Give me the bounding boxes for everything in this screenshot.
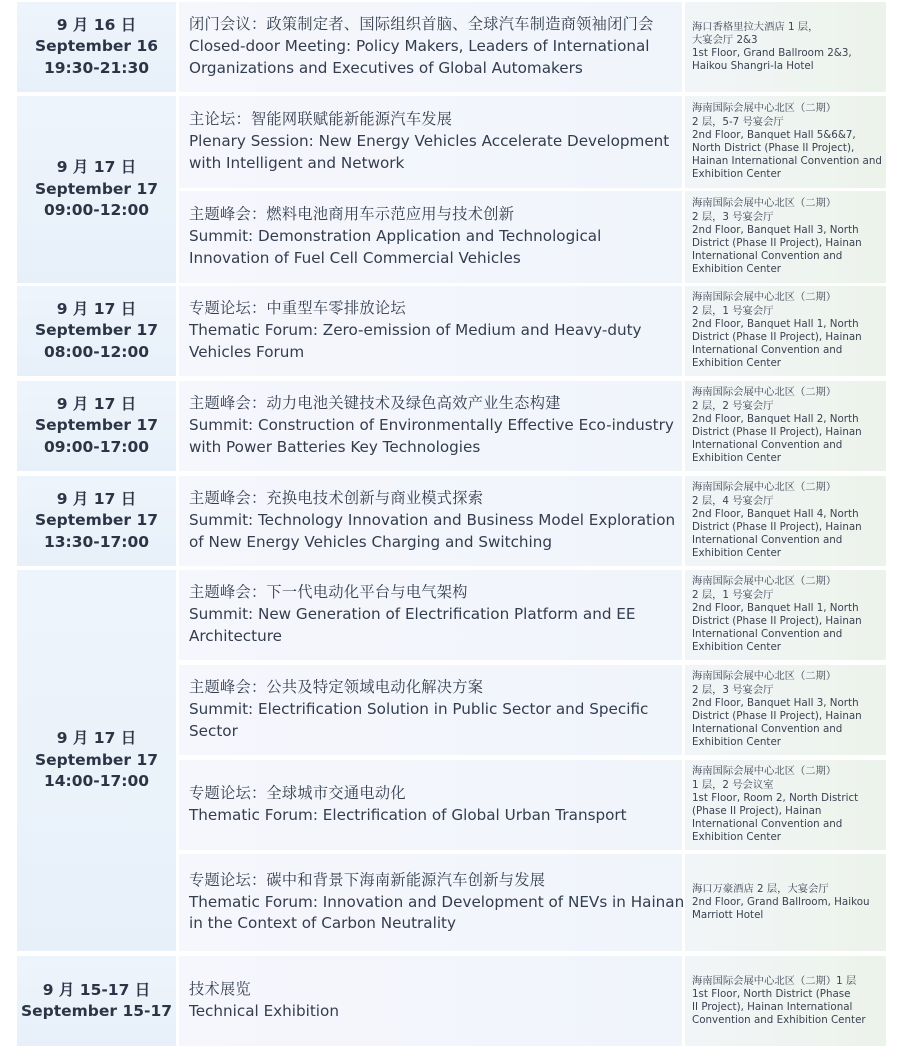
date-cell: [17, 96, 176, 283]
session-group: [17, 286, 886, 376]
session-group: [17, 570, 886, 951]
venue-line: North District (Phase II Project),: [692, 142, 855, 154]
venue-line: II Project), Hainan International: [692, 1001, 853, 1013]
venue-line: Exhibition Center: [692, 357, 782, 370]
session-row: [179, 476, 886, 566]
session-group: [17, 956, 886, 1046]
event-cell: [179, 570, 682, 660]
date-chinese: 9 月 16 日: [56, 15, 137, 34]
time-range: 14:00-17:00: [43, 772, 150, 791]
venue-line: 2 层，3 号宴会厅: [692, 210, 774, 223]
venue-cell: [685, 286, 886, 376]
venue-line: 2nd Floor, Banquet Hall 3, North: [692, 223, 859, 236]
venue-line: Marriott Hotel: [692, 909, 764, 922]
date-english: September 17: [34, 179, 159, 198]
event-title-chinese: 主题峰会：充换电技术创新与商业模式探索: [189, 489, 484, 508]
date-chinese: 9 月 15-17 日: [42, 980, 151, 999]
time-range: 19:30-21:30: [43, 58, 150, 77]
venue-line: 2 层，3 号宴会厅: [692, 683, 774, 696]
date-cell: [17, 381, 176, 471]
event-cell: [179, 854, 685, 951]
event-title-chinese: 主题峰会：动力电池关键技术及绿色高效产业生态构建: [189, 394, 561, 413]
venue-line: District (Phase II Project), Hainan: [692, 426, 862, 438]
venue-line: International Convention and: [692, 250, 843, 263]
venue-line: 1 层，2 号会议室: [692, 778, 774, 791]
event-title-chinese: 主论坛：智能网联赋能新能源汽车发展: [189, 110, 453, 129]
venue-cell: [685, 96, 886, 188]
date-chinese: 9 月 17 日: [56, 299, 137, 318]
event-title-chinese: 技术展览: [189, 980, 251, 999]
venue-cell: [685, 570, 886, 660]
event-title-english-line: Technical Exhibition: [189, 1002, 339, 1020]
event-title-english-line: in the Context of Carbon Neutrality: [189, 914, 456, 933]
venue-line: 2 层，4 号宴会厅: [692, 494, 774, 507]
venue-line: 1st Floor, North District (Phase: [692, 987, 851, 1000]
session-row: [179, 665, 886, 755]
venue-line: 2nd Floor, Banquet Hall 1, North: [692, 601, 859, 614]
venue-line: 海南国际会展中心北区（二期）: [692, 386, 837, 399]
event-title-english-line: Thematic Forum: Electrification of Global Urban Transport: [189, 806, 627, 824]
date-chinese: 9 月 17 日: [56, 729, 137, 748]
event-title-english-line: Closed-door Meeting: Policy Makers, Leaders of International: [189, 37, 650, 56]
venue-cell: [685, 956, 886, 1046]
venue-line: 海南国际会展中心北区（二期）: [692, 765, 837, 778]
venue-line: District (Phase II Project), Hainan: [692, 615, 862, 627]
venue-line: International Convention and: [692, 534, 843, 547]
event-cell: [179, 96, 682, 188]
venue-line: International Convention and: [692, 723, 843, 736]
session-group: [17, 2, 886, 92]
event-title-chinese: 专题论坛：全球城市交通电动化: [189, 784, 406, 803]
venue-line: 2nd Floor, Banquet Hall 2, North: [692, 412, 859, 425]
venue-cell: [685, 476, 886, 566]
venue-cell: [685, 381, 886, 471]
venue-line: 海口香格里拉大酒店 1 层，: [692, 20, 819, 33]
time-range: 13:30-17:00: [43, 532, 150, 551]
date-english: September 17: [34, 511, 159, 530]
event-title-english-line: Thematic Forum: Innovation and Development of NEVs in Hainan: [189, 892, 685, 911]
session-row: [179, 381, 886, 471]
venue-line: 2nd Floor, Banquet Hall 3, North: [692, 696, 859, 709]
date-cell: [17, 570, 176, 951]
event-title-chinese: 专题论坛：中重型车零排放论坛: [189, 299, 406, 318]
event-title-chinese: 主题峰会：公共及特定领域电动化解决方案: [189, 678, 484, 697]
venue-line: Exhibition Center: [692, 263, 782, 276]
event-cell: [179, 956, 682, 1046]
date-chinese: 9 月 17 日: [56, 158, 137, 177]
venue-cell: [685, 665, 886, 755]
time-range: 08:00-12:00: [43, 342, 150, 361]
event-cell: [179, 760, 682, 850]
event-title-english-line: Organizations and Executives of Global Automakers: [189, 58, 583, 77]
session-group: [17, 96, 886, 283]
date-cell: [17, 476, 176, 566]
event-title-english-line: Architecture: [189, 626, 282, 645]
session-row: [179, 2, 886, 92]
time-range: 09:00-17:00: [43, 437, 150, 456]
venue-line: 海南国际会展中心北区（二期）: [692, 102, 837, 115]
venue-line: International Convention and: [692, 439, 843, 452]
date-english: September 17: [34, 416, 159, 435]
venue-cell: [685, 191, 886, 283]
venue-line: 海南国际会展中心北区（二期）: [692, 670, 837, 683]
venue-line: 海南国际会展中心北区（二期）: [692, 291, 837, 304]
session-row: [179, 96, 886, 188]
venue-line: Exhibition Center: [692, 168, 782, 181]
venue-line: 2nd Floor, Banquet Hall 1, North: [692, 317, 859, 330]
venue-line: 2nd Floor, Banquet Hall 4, North: [692, 507, 859, 520]
event-title-english-line: Summit: Technology Innovation and Business Model Exploration: [189, 511, 676, 530]
venue-line: 大宴会厅 2&3: [692, 33, 758, 46]
venue-line: International Convention and: [692, 628, 843, 641]
event-title-english-line: Thematic Forum: Zero-emission of Medium and Heavy-duty: [189, 321, 642, 340]
venue-line: Exhibition Center: [692, 452, 782, 465]
session-row: [179, 286, 886, 376]
event-title-english-line: Summit: Electrification Solution in Public Sector and Specific: [189, 700, 649, 719]
venue-line: 2nd Floor, Grand Ballroom, Haikou: [692, 895, 870, 908]
session-row: [179, 570, 886, 660]
venue-line: 2 层，1 号宴会厅: [692, 304, 774, 317]
venue-line: 2 层，2 号宴会厅: [692, 399, 774, 412]
event-cell: [179, 665, 682, 755]
event-title-chinese: 专题论坛：碳中和背景下海南新能源汽车创新与发展: [189, 870, 546, 889]
venue-line: 海南国际会展中心北区（二期）: [692, 481, 837, 494]
venue-line: 2 层，1 号宴会厅: [692, 588, 774, 601]
venue-line: 2nd Floor, Banquet Hall 5&6&7,: [692, 128, 856, 141]
date-cell: [17, 956, 176, 1046]
date-english: September 16: [34, 37, 159, 56]
event-title-english-line: Innovation of Fuel Cell Commercial Vehicles: [189, 248, 521, 267]
event-cell: [179, 2, 682, 92]
session-row: [179, 956, 886, 1046]
venue-line: Hainan International Convention and: [692, 155, 882, 168]
date-english: September 15-17: [20, 1002, 173, 1020]
event-title-english-line: Summit: New Generation of Electrification Platform and EE: [189, 605, 636, 624]
date-english: September 17: [34, 321, 159, 340]
event-title-chinese: 主题峰会：下一代电动化平台与电气架构: [189, 583, 468, 602]
venue-line: Haikou Shangri-la Hotel: [692, 60, 814, 73]
venue-line: 海南国际会展中心北区（二期）1 层: [692, 974, 857, 987]
session-group: [17, 381, 886, 471]
session-row: [179, 854, 886, 951]
venue-line: 海口万豪酒店 2 层，大宴会厅: [692, 882, 829, 895]
venue-line: Convention and Exhibition Center: [692, 1014, 866, 1027]
time-range: 09:00-12:00: [43, 201, 150, 220]
event-cell: [179, 191, 682, 283]
venue-line: Exhibition Center: [692, 831, 782, 844]
venue-line: 海南国际会展中心北区（二期）: [692, 197, 837, 210]
venue-line: District (Phase II Project), Hainan: [692, 331, 862, 343]
event-title-english-line: with Power Batteries Key Technologies: [189, 437, 481, 456]
venue-line: District (Phase II Project), Hainan: [692, 710, 862, 722]
venue-line: District (Phase II Project), Hainan: [692, 237, 862, 249]
venue-line: District (Phase II Project), Hainan: [692, 521, 862, 533]
event-title-english-line: Vehicles Forum: [189, 342, 305, 361]
venue-line: 2 层，5-7 号宴会厅: [692, 115, 784, 128]
venue-line: Exhibition Center: [692, 736, 782, 749]
event-title-english-line: of New Energy Vehicles Charging and Switching: [189, 532, 553, 551]
venue-line: 海南国际会展中心北区（二期）: [692, 575, 837, 588]
event-title-english-line: with Intelligent and Network: [189, 153, 405, 172]
event-title-chinese: 闭门会议：政策制定者、国际组织首脑、全球汽车制造商领袖闭门会: [189, 15, 654, 34]
venue-line: (Phase II Project), Hainan: [692, 805, 822, 817]
venue-cell: [685, 2, 886, 92]
venue-line: International Convention and: [692, 344, 843, 357]
date-cell: [17, 2, 176, 92]
venue-line: Exhibition Center: [692, 641, 782, 654]
venue-cell: [685, 854, 886, 951]
date-chinese: 9 月 17 日: [56, 394, 137, 413]
event-title-english-line: Plenary Session: New Energy Vehicles Accelerate Development: [189, 132, 670, 151]
session-row: [179, 191, 886, 283]
venue-cell: [685, 760, 886, 850]
date-cell: [17, 286, 176, 376]
venue-line: Exhibition Center: [692, 547, 782, 560]
event-title-english-line: Summit: Construction of Environmentally Effective Eco-industry: [189, 416, 674, 435]
venue-line: 1st Floor, Room 2, North District: [692, 791, 859, 804]
event-cell: [179, 381, 682, 471]
date-chinese: 9 月 17 日: [56, 489, 137, 508]
event-cell: [179, 286, 682, 376]
event-title-english-line: Summit: Demonstration Application and Technological: [189, 227, 602, 246]
session-row: [179, 760, 886, 850]
event-cell: [179, 476, 682, 566]
event-title-english-line: Sector: [189, 721, 238, 740]
event-title-chinese: 主题峰会：燃料电池商用车示范应用与技术创新: [189, 205, 515, 224]
venue-line: 1st Floor, Grand Ballroom 2&3,: [692, 47, 852, 59]
date-english: September 17: [34, 750, 159, 769]
session-group: [17, 476, 886, 566]
venue-line: International Convention and: [692, 818, 843, 831]
